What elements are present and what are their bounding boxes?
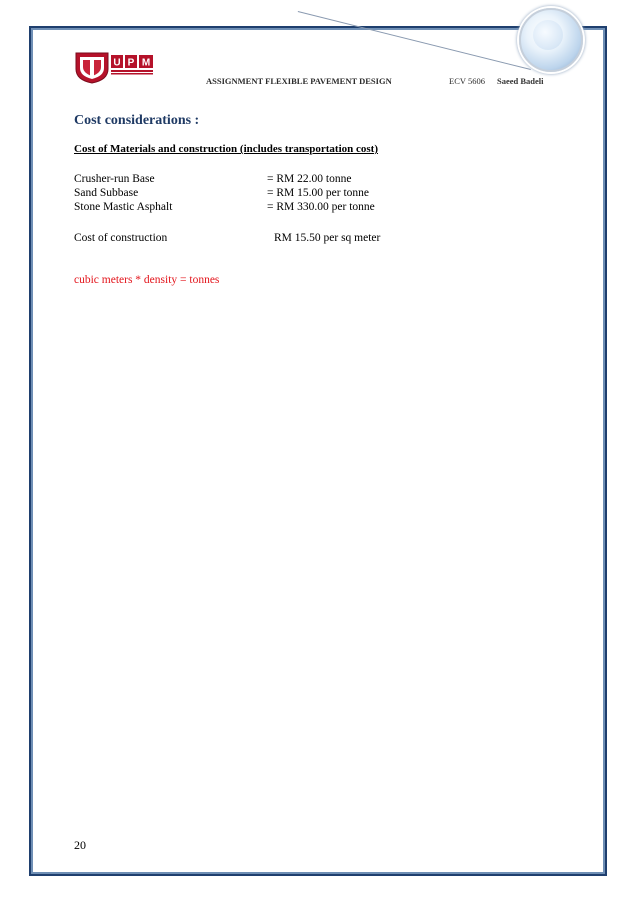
- header-author: Saeed Badeli: [497, 76, 544, 86]
- svg-text:M: M: [141, 57, 151, 69]
- svg-text:U: U: [113, 57, 121, 69]
- upm-logo: [74, 49, 164, 84]
- section-title: Cost considerations :: [74, 113, 200, 128]
- material-cost: = RM 330.00 per tonne: [267, 201, 375, 213]
- corner-orb-decoration: [519, 8, 583, 72]
- header-course-code: ECV 5606: [449, 76, 485, 86]
- page-number: 20: [74, 838, 86, 852]
- construction-cost: RM 15.50 per sq meter: [274, 232, 381, 244]
- upm-crest-icon: [76, 53, 108, 83]
- materials-subheading: Cost of Materials and construction (includes transportation cost): [74, 143, 379, 155]
- material-name: Sand Subbase: [74, 187, 139, 199]
- upm-wordmark: [111, 55, 153, 75]
- material-name: Stone Mastic Asphalt: [74, 201, 173, 213]
- svg-text:P: P: [127, 57, 135, 69]
- header-title: ASSIGNMENT FLEXIBLE PAVEMENT DESIGN: [206, 76, 392, 86]
- conversion-formula: cubic meters * density = tonnes: [74, 274, 220, 286]
- material-cost: = RM 15.00 per tonne: [267, 187, 369, 199]
- material-cost: = RM 22.00 tonne: [267, 173, 352, 185]
- material-name: Crusher-run Base: [74, 173, 155, 185]
- construction-label: Cost of construction: [74, 232, 168, 244]
